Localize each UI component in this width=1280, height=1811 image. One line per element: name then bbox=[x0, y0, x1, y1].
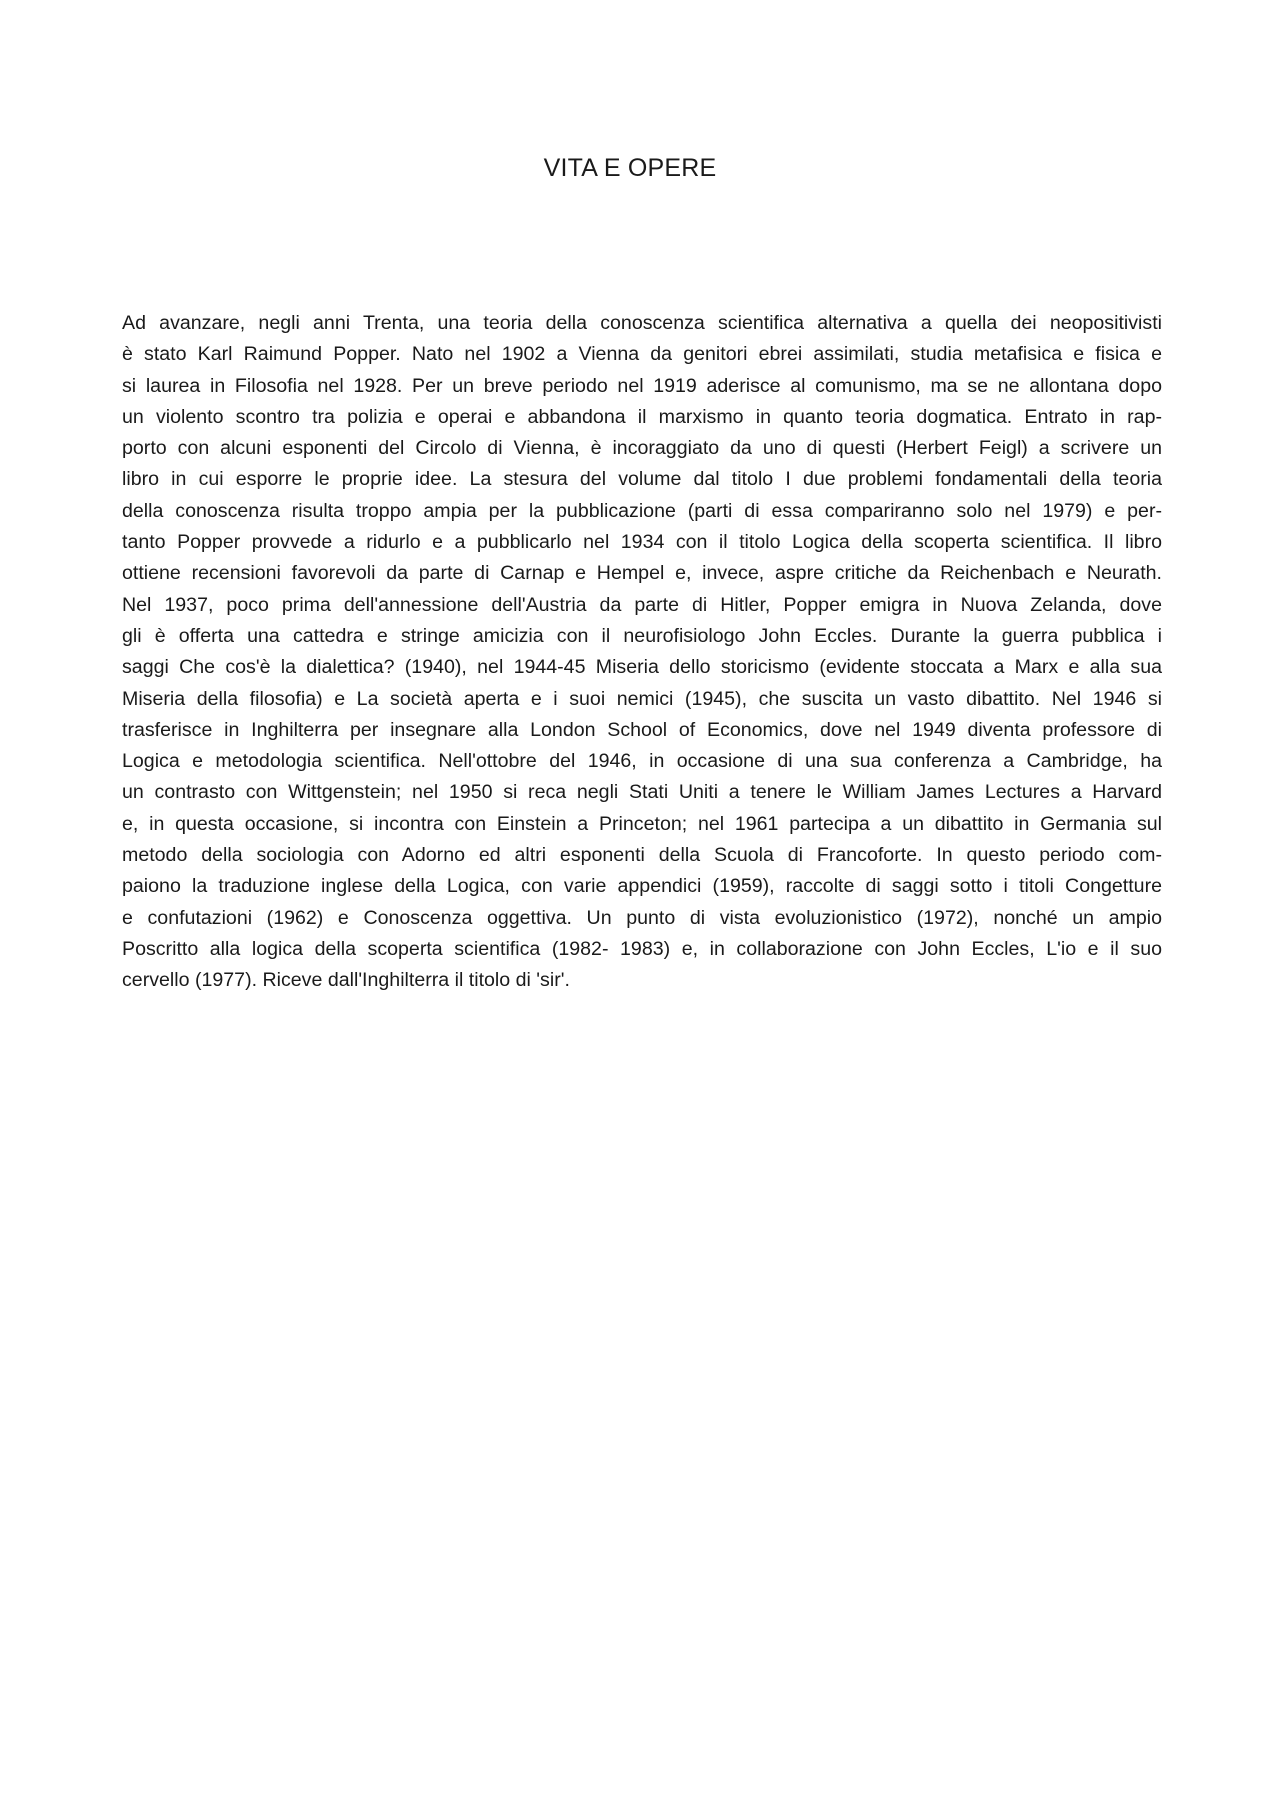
paragraph-line: si laurea in Filosofia nel 1928. Per un breve periodo nel 1919 aderisce al comunismo, ma se ne allontana dopo bbox=[122, 374, 1162, 397]
paragraph-line: ottiene recensioni favorevoli da parte di Carnap e Hempel e, invece, aspre critiche da Reichenbach e Neurath. bbox=[122, 562, 1162, 585]
paragraph-line: Ad avanzare, negli anni Trenta, una teoria della conoscenza scientifica alternativa a quella dei neopositivisti bbox=[122, 312, 1162, 334]
paragraph-line: Logica e metodologia scientifica. Nell'ottobre del 1946, in occasione di una sua conferenza a Cambridge, ha bbox=[122, 750, 1162, 773]
paragraph-line: tanto Popper provvede a ridurlo e a pubblicarlo nel 1934 con il titolo Logica della scoperta scientifica. Il libro bbox=[122, 531, 1162, 554]
paragraph-line: e, in questa occasione, si incontra con Einstein a Princeton; nel 1961 partecipa a un dibattito in Germania sul bbox=[122, 812, 1162, 835]
paragraph-line: gli è offerta una cattedra e stringe amicizia con il neurofisiologo John Eccles. Durante la guerra pubblica i bbox=[122, 624, 1162, 647]
paragraph-line: un contrasto con Wittgenstein; nel 1950 si reca negli Stati Uniti a tenere le William James Lectures a Harvard bbox=[122, 781, 1162, 804]
paragraph-line: della conoscenza risulta troppo ampia per la pubblicazione (parti di essa compariranno solo nel 1979) e per- bbox=[122, 499, 1162, 522]
paragraph-line: trasferisce in Inghilterra per insegnare alla London School of Economics, dove nel 1949 diventa professore di bbox=[122, 718, 1162, 741]
paragraph-line: e confutazioni (1962) e Conoscenza oggettiva. Un punto di vista evoluzionistico (1972), nonché un ampio bbox=[122, 906, 1162, 929]
paragraph-line: libro in cui esporre le proprie idee. La stesura del volume dal titolo I due problemi fondamentali della teoria bbox=[122, 468, 1162, 491]
paragraph-line: Nel 1937, poco prima dell'annessione dell'Austria da parte di Hitler, Popper emigra in Nuova Zelanda, dove bbox=[122, 593, 1162, 616]
paragraph-line: un violento scontro tra polizia e operai e abbandona il marxismo in quanto teoria dogmatica. Entrato in rap- bbox=[122, 405, 1162, 428]
paragraph-line: saggi Che cos'è la dialettica? (1940), nel 1944-45 Miseria dello storicismo (evidente stoccata a Marx e alla sua bbox=[122, 656, 1162, 679]
paragraph-line: è stato Karl Raimund Popper. Nato nel 1902 a Vienna da genitori ebrei assimilati, studia metafisica e fisica e bbox=[122, 343, 1162, 366]
paragraph-line: metodo della sociologia con Adorno ed altri esponenti della Scuola di Francoforte. In questo periodo com- bbox=[122, 844, 1162, 867]
paragraph-line: cervello (1977). Riceve dall'Inghilterra il titolo di 'sir'. bbox=[122, 969, 570, 992]
page-title: VITA E OPERE bbox=[543, 154, 717, 182]
paragraph-line: porto con alcuni esponenti del Circolo di Vienna, è incoraggiato da uno di questi (Herbert Feigl) a scrivere un bbox=[122, 437, 1162, 460]
paragraph-line: Miseria della filosofia) e La società aperta e i suoi nemici (1945), che suscita un vasto dibattito. Nel 1946 si bbox=[122, 687, 1162, 710]
body-paragraph bbox=[122, 308, 1162, 997]
paragraph-line: paiono la traduzione inglese della Logica, con varie appendici (1959), raccolte di saggi sotto i titoli Congetture bbox=[122, 875, 1162, 898]
paragraph-line: Poscritto alla logica della scoperta scientifica (1982- 1983) e, in collaborazione con John Eccles, L'io e il suo bbox=[122, 937, 1162, 960]
